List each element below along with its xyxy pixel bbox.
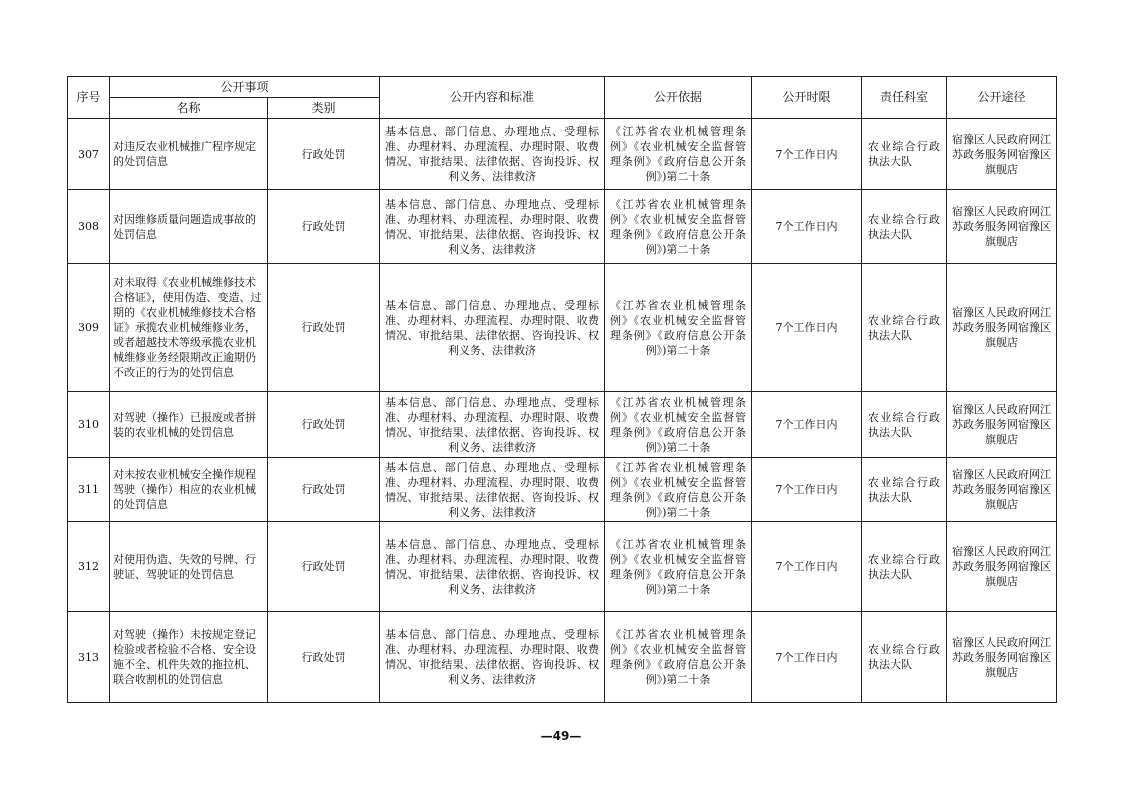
header-name: 名称 bbox=[110, 98, 268, 119]
row-basis: 《江苏省农业机械管理条例》《农业机械安全监督管理条例》《政府信息公开条例》)第二十条 bbox=[605, 392, 752, 458]
row-category: 行政处罚 bbox=[268, 119, 380, 190]
row-time-limit: 7个工作日内 bbox=[752, 458, 862, 522]
header-channel: 公开途径 bbox=[947, 77, 1057, 119]
row-basis: 《江苏省农业机械管理条例》《农业机械安全监督管理条例》《政府信息公开条例》)第二十条 bbox=[605, 119, 752, 190]
header-time-limit: 公开时限 bbox=[752, 77, 862, 119]
header-public-item: 公开事项 bbox=[110, 77, 380, 98]
row-content: 基本信息、部门信息、办理地点、受理标准、办理材料、办理流程、办理时限、收费情况、审批结果、法律依据、咨询投诉、权利义务、法律救济 bbox=[380, 458, 605, 522]
disclosure-table bbox=[67, 76, 1057, 703]
table-row bbox=[68, 264, 1057, 392]
row-time-limit: 7个工作日内 bbox=[752, 264, 862, 392]
row-category: 行政处罚 bbox=[268, 522, 380, 612]
row-number: 309 bbox=[68, 264, 110, 392]
row-number: 312 bbox=[68, 522, 110, 612]
row-channel: 宿豫区人民政府网江苏政务服务网宿豫区旗舰店 bbox=[947, 190, 1057, 264]
row-channel: 宿豫区人民政府网江苏政务服务网宿豫区旗舰店 bbox=[947, 612, 1057, 703]
row-time-limit: 7个工作日内 bbox=[752, 522, 862, 612]
row-basis: 《江苏省农业机械管理条例》《农业机械安全监督管理条例》《政府信息公开条例》)第二十条 bbox=[605, 458, 752, 522]
row-number: 308 bbox=[68, 190, 110, 264]
row-number: 307 bbox=[68, 119, 110, 190]
row-item-name: 对因维修质量问题造成事故的处罚信息 bbox=[110, 190, 268, 264]
table-row bbox=[68, 392, 1057, 458]
row-time-limit: 7个工作日内 bbox=[752, 190, 862, 264]
row-time-limit: 7个工作日内 bbox=[752, 612, 862, 703]
page-number: —49— bbox=[540, 729, 582, 743]
row-category: 行政处罚 bbox=[268, 264, 380, 392]
header-category: 类别 bbox=[268, 98, 380, 119]
row-item-name: 对使用伪造、失效的号牌、行驶证、驾驶证的处罚信息 bbox=[110, 522, 268, 612]
row-number: 311 bbox=[68, 458, 110, 522]
row-item-name: 对驾驶（操作）未按规定登记检验或者检验不合格、安全设施不全、机件失效的拖拉机、联合收割机的处罚信息 bbox=[110, 612, 268, 703]
row-basis: 《江苏省农业机械管理条例》《农业机械安全监督管理条例》《政府信息公开条例》)第二十条 bbox=[605, 190, 752, 264]
row-basis: 《江苏省农业机械管理条例》《农业机械安全监督管理条例》《政府信息公开条例》)第二十条 bbox=[605, 612, 752, 703]
row-dept: 农业综合行政执法大队 bbox=[862, 190, 947, 264]
row-channel: 宿豫区人民政府网江苏政务服务网宿豫区旗舰店 bbox=[947, 392, 1057, 458]
row-basis: 《江苏省农业机械管理条例》《农业机械安全监督管理条例》《政府信息公开条例》)第二十条 bbox=[605, 522, 752, 612]
row-item-name: 对未按农业机械安全操作规程驾驶（操作）相应的农业机械的处罚信息 bbox=[110, 458, 268, 522]
row-content: 基本信息、部门信息、办理地点、受理标准、办理材料、办理流程、办理时限、收费情况、审批结果、法律依据、咨询投诉、权利义务、法律救济 bbox=[380, 264, 605, 392]
row-number: 313 bbox=[68, 612, 110, 703]
table-row bbox=[68, 190, 1057, 264]
table-row bbox=[68, 612, 1057, 703]
row-channel: 宿豫区人民政府网江苏政务服务网宿豫区旗舰店 bbox=[947, 264, 1057, 392]
header-dept: 责任科室 bbox=[862, 77, 947, 119]
row-time-limit: 7个工作日内 bbox=[752, 119, 862, 190]
table-row bbox=[68, 458, 1057, 522]
row-channel: 宿豫区人民政府网江苏政务服务网宿豫区旗舰店 bbox=[947, 458, 1057, 522]
row-dept: 农业综合行政执法大队 bbox=[862, 264, 947, 392]
row-category: 行政处罚 bbox=[268, 190, 380, 264]
row-content: 基本信息、部门信息、办理地点、受理标准、办理材料、办理流程、办理时限、收费情况、审批结果、法律依据、咨询投诉、权利义务、法律救济 bbox=[380, 522, 605, 612]
row-content: 基本信息、部门信息、办理地点、受理标准、办理材料、办理流程、办理时限、收费情况、审批结果、法律依据、咨询投诉、权利义务、法律救济 bbox=[380, 190, 605, 264]
row-time-limit: 7个工作日内 bbox=[752, 392, 862, 458]
row-dept: 农业综合行政执法大队 bbox=[862, 458, 947, 522]
table-row bbox=[68, 119, 1057, 190]
row-item-name: 对未取得《农业机械维修技术合格证》，使用伪造、变造、过期的《农业机械维修技术合格证》承揽农业机械维修业务，或者超越技术等级承揽农业机械维修业务经限期改正逾期仍不改正的行为的处罚信息 bbox=[110, 264, 268, 392]
row-dept: 农业综合行政执法大队 bbox=[862, 522, 947, 612]
row-content: 基本信息、部门信息、办理地点、受理标准、办理材料、办理流程、办理时限、收费情况、审批结果、法律依据、咨询投诉、权利义务、法律救济 bbox=[380, 612, 605, 703]
header-basis: 公开依据 bbox=[605, 77, 752, 119]
row-dept: 农业综合行政执法大队 bbox=[862, 612, 947, 703]
header-seq: 序号 bbox=[68, 77, 110, 119]
row-basis: 《江苏省农业机械管理条例》《农业机械安全监督管理条例》《政府信息公开条例》)第二十条 bbox=[605, 264, 752, 392]
row-item-name: 对驾驶（操作）已报废或者拼装的农业机械的处罚信息 bbox=[110, 392, 268, 458]
row-category: 行政处罚 bbox=[268, 458, 380, 522]
row-content: 基本信息、部门信息、办理地点、受理标准、办理材料、办理流程、办理时限、收费情况、审批结果、法律依据、咨询投诉、权利义务、法律救济 bbox=[380, 392, 605, 458]
row-category: 行政处罚 bbox=[268, 612, 380, 703]
row-dept: 农业综合行政执法大队 bbox=[862, 392, 947, 458]
row-content: 基本信息、部门信息、办理地点、受理标准、办理材料、办理流程、办理时限、收费情况、审批结果、法律依据、咨询投诉、权利义务、法律救济 bbox=[380, 119, 605, 190]
table-row bbox=[68, 522, 1057, 612]
row-number: 310 bbox=[68, 392, 110, 458]
row-dept: 农业综合行政执法大队 bbox=[862, 119, 947, 190]
row-category: 行政处罚 bbox=[268, 392, 380, 458]
row-channel: 宿豫区人民政府网江苏政务服务网宿豫区旗舰店 bbox=[947, 119, 1057, 190]
row-channel: 宿豫区人民政府网江苏政务服务网宿豫区旗舰店 bbox=[947, 522, 1057, 612]
row-item-name: 对违反农业机械推广程序规定的处罚信息 bbox=[110, 119, 268, 190]
header-content: 公开内容和标准 bbox=[380, 77, 605, 119]
